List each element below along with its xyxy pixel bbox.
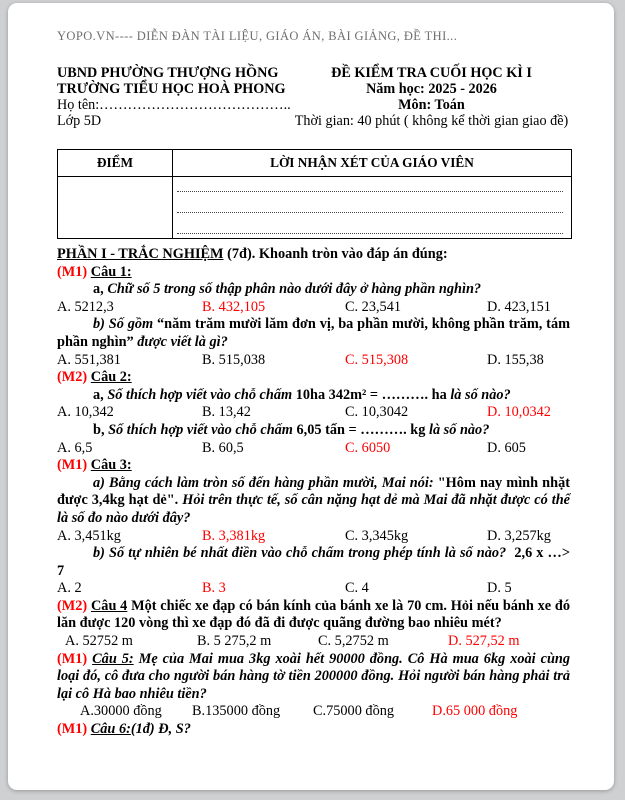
q4-label: Câu 4 <box>90 597 128 614</box>
class-line: Lớp 5D <box>57 113 102 129</box>
option-c: C. 4 <box>345 580 369 597</box>
q6-level-badge: (M1) <box>57 721 88 738</box>
q2a-text-bold: 10ha 342m² = ………. ha <box>295 386 447 403</box>
option-a: A. 10,342 <box>57 404 114 421</box>
option-a: A. 3,451kg <box>57 527 121 544</box>
option-b: B. 60,5 <box>202 439 244 456</box>
q2b-text-italic2: là số nào? <box>428 421 490 438</box>
option-d: D. 5 <box>487 580 512 597</box>
comment-entry-cell <box>173 177 572 239</box>
q3-level-badge: (M1) <box>57 457 88 474</box>
option-b: B. 3 <box>202 580 226 597</box>
comment-header-cell: LỜI NHẬN XÉT CỦA GIÁO VIÊN <box>173 150 572 177</box>
option-d: D. 10,0342 <box>487 404 551 421</box>
option-a: A. 551,381 <box>57 351 121 368</box>
school-year: Năm học: 2025 - 2026 <box>366 81 497 97</box>
dotted-line <box>177 177 563 192</box>
table-header-row <box>58 150 572 177</box>
option-c: C.75000 đồng <box>313 703 395 720</box>
school-board: UBND PHƯỜNG THƯỢNG HỒNG <box>57 65 279 81</box>
q1a-marker: a, <box>93 281 104 298</box>
dotted-line <box>177 213 563 234</box>
option-d: D. 605 <box>487 439 526 456</box>
q2-header <box>57 369 570 387</box>
q6-question <box>57 721 570 739</box>
q6-label: Câu 6: <box>90 721 131 738</box>
q4-text: Một chiếc xe đạp có bán kính của bánh xe là 70 cm. Hỏi nếu bánh xe đó lăn được 120 vòng thì xe đạp đó đã đi được quãng đường bao nhiêu mét? <box>57 597 570 632</box>
q1-label: Câu 1: <box>90 263 132 280</box>
q1b-marker: b) <box>93 316 105 333</box>
q3-label: Câu 3: <box>90 457 132 474</box>
comment-dotted-lines <box>173 177 571 234</box>
option-d: D. 155,38 <box>487 351 544 368</box>
q5-options <box>57 703 570 721</box>
q2b-text-italic1: Số thích hợp viết vào chỗ chấm <box>108 421 293 438</box>
q5-text: Mẹ của Mai mua 3kg xoài hết 90000 đồng. Cô Hà mua 6kg xoài cùng loại đó, cô đưa cho người bán hàng tờ tiền 200000 đồng. Hỏi người bán hàng phải trả lại cô Hà bao nhiêu tiền? <box>57 650 570 702</box>
option-c: C. 3,345kg <box>345 527 409 544</box>
q6-text: (1đ) Đ, S? <box>130 721 191 738</box>
option-c: C. 515,308 <box>345 351 409 368</box>
option-b: B. 432,105 <box>202 298 266 315</box>
q5-question <box>57 651 570 704</box>
q2-level-badge: (M2) <box>57 369 88 386</box>
section1-title: PHẦN I - TRẮC NGHIỆM <box>57 246 224 262</box>
header-left-block <box>57 65 293 129</box>
q2a-marker: a, <box>93 386 104 403</box>
option-b: B. 515,038 <box>202 351 266 368</box>
q3b-text-italic: Số tự nhiên bé nhất điền vào chỗ chấm trong phép tính là số nào? <box>109 545 507 562</box>
option-d: D. 423,151 <box>487 298 551 315</box>
q1b-text-italic1: Số gồm <box>108 316 154 333</box>
exam-title: ĐỀ KIỂM TRA CUỐI HỌC KÌ I <box>331 65 532 81</box>
q3a-question <box>57 475 570 528</box>
option-c: C. 23,541 <box>345 298 402 315</box>
q3b-marker: b) <box>93 545 105 562</box>
option-a: A. 2 <box>57 580 82 597</box>
option-c: C. 6050 <box>345 439 391 456</box>
score-header-cell: ĐIỂM <box>58 150 173 177</box>
subject-line: Môn: Toán <box>398 97 465 113</box>
option-c: C. 5,2752 m <box>318 633 389 650</box>
q4-question <box>57 598 570 633</box>
section1-instruction: (7đ). Khoanh tròn vào đáp án đúng: <box>223 246 448 262</box>
header-right-block <box>293 65 570 129</box>
q1b-options <box>57 352 570 370</box>
q3b-question <box>57 545 570 580</box>
q2b-text-bold: 6,05 tấn = ………. kg <box>296 421 426 438</box>
q2a-text-italic1: Số thích hợp viết vào chỗ chấm <box>107 386 293 403</box>
q4-level-badge: (M2) <box>57 597 88 614</box>
q1a-options <box>57 299 570 317</box>
option-a: A. 6,5 <box>57 439 93 456</box>
q3a-marker: a) <box>93 474 105 491</box>
option-b: B. 3,381kg <box>202 527 266 544</box>
option-a: A. 52752 m <box>65 633 133 650</box>
school-name: TRƯỜNG TIỂU HỌC HOÀ PHONG <box>57 81 286 97</box>
section1-heading <box>57 246 570 264</box>
q3a-text-italic1: Bằng cách làm tròn số đến hàng phần mười, Mai nói: <box>109 474 434 491</box>
q2b-options <box>57 440 570 458</box>
q3a-text-italic2: Hỏi trên thực tế, số cân nặng hạt dẻ mà Mai đã nhặt được có thể là số đo nào dưới đây? <box>57 492 570 526</box>
q4-options <box>57 633 570 651</box>
score-entry-cell <box>58 177 173 239</box>
option-b: B. 5 275,2 m <box>197 633 272 650</box>
q1a-question <box>57 281 570 299</box>
dotted-line <box>177 192 563 213</box>
option-b: B.135000 đồng <box>192 703 281 720</box>
q1a-text: Chữ số 5 trong số thập phân nào dưới đây ở hàng phần nghìn? <box>107 281 482 298</box>
option-a: A.30000 đồng <box>80 703 162 720</box>
option-a: A. 5212,3 <box>57 298 114 315</box>
q2a-options <box>57 404 570 422</box>
q1-level-badge: (M1) <box>57 263 88 280</box>
option-d: D.65 000 đồng <box>432 703 518 720</box>
q2-label: Câu 2: <box>90 369 132 386</box>
q1b-question <box>57 316 570 351</box>
watermark-text: YOPO.VN---- DIỄN ĐÀN TÀI LIỆU, GIÁO ÁN, BÀI GIẢNG, ĐỀ THI... <box>57 29 458 43</box>
option-d: D. 3,257kg <box>487 527 551 544</box>
option-c: C. 10,3042 <box>345 404 409 421</box>
table-body-row <box>58 177 572 239</box>
q5-label: Câu 5: <box>92 650 134 667</box>
q1b-text-bold: “năm trăm mười lăm đơn vị, ba phần mười, không phần trăm, tám phần nghìn” <box>57 316 571 350</box>
q2a-text-italic2: là số nào? <box>450 386 511 403</box>
score-comment-table <box>57 149 572 239</box>
q2b-question <box>57 422 570 440</box>
q3-header <box>57 457 570 475</box>
student-name-line: Họ tên:………………………………….. <box>57 97 291 113</box>
q3b-options <box>57 580 570 598</box>
q3b-text-bold: 2,6 x …> 7 <box>57 545 570 579</box>
duration-line: Thời gian: 40 phút ( không kể thời gian giao đề) <box>294 113 569 129</box>
q3a-options <box>57 528 570 546</box>
q5-level-badge: (M1) <box>57 650 88 667</box>
option-d: D. 527,52 m <box>448 633 520 650</box>
exam-header <box>57 65 570 129</box>
q1b-text-italic2: được viết là gì? <box>137 333 228 350</box>
q3a-text-bold: "Hôm nay mình nhặt được 3,4kg hạt dẻ". <box>57 474 570 509</box>
document-page <box>8 3 614 790</box>
option-b: B. 13,42 <box>202 404 251 421</box>
q2b-marker: b, <box>93 421 105 438</box>
q2a-question <box>57 387 570 405</box>
q1-header <box>57 264 570 282</box>
